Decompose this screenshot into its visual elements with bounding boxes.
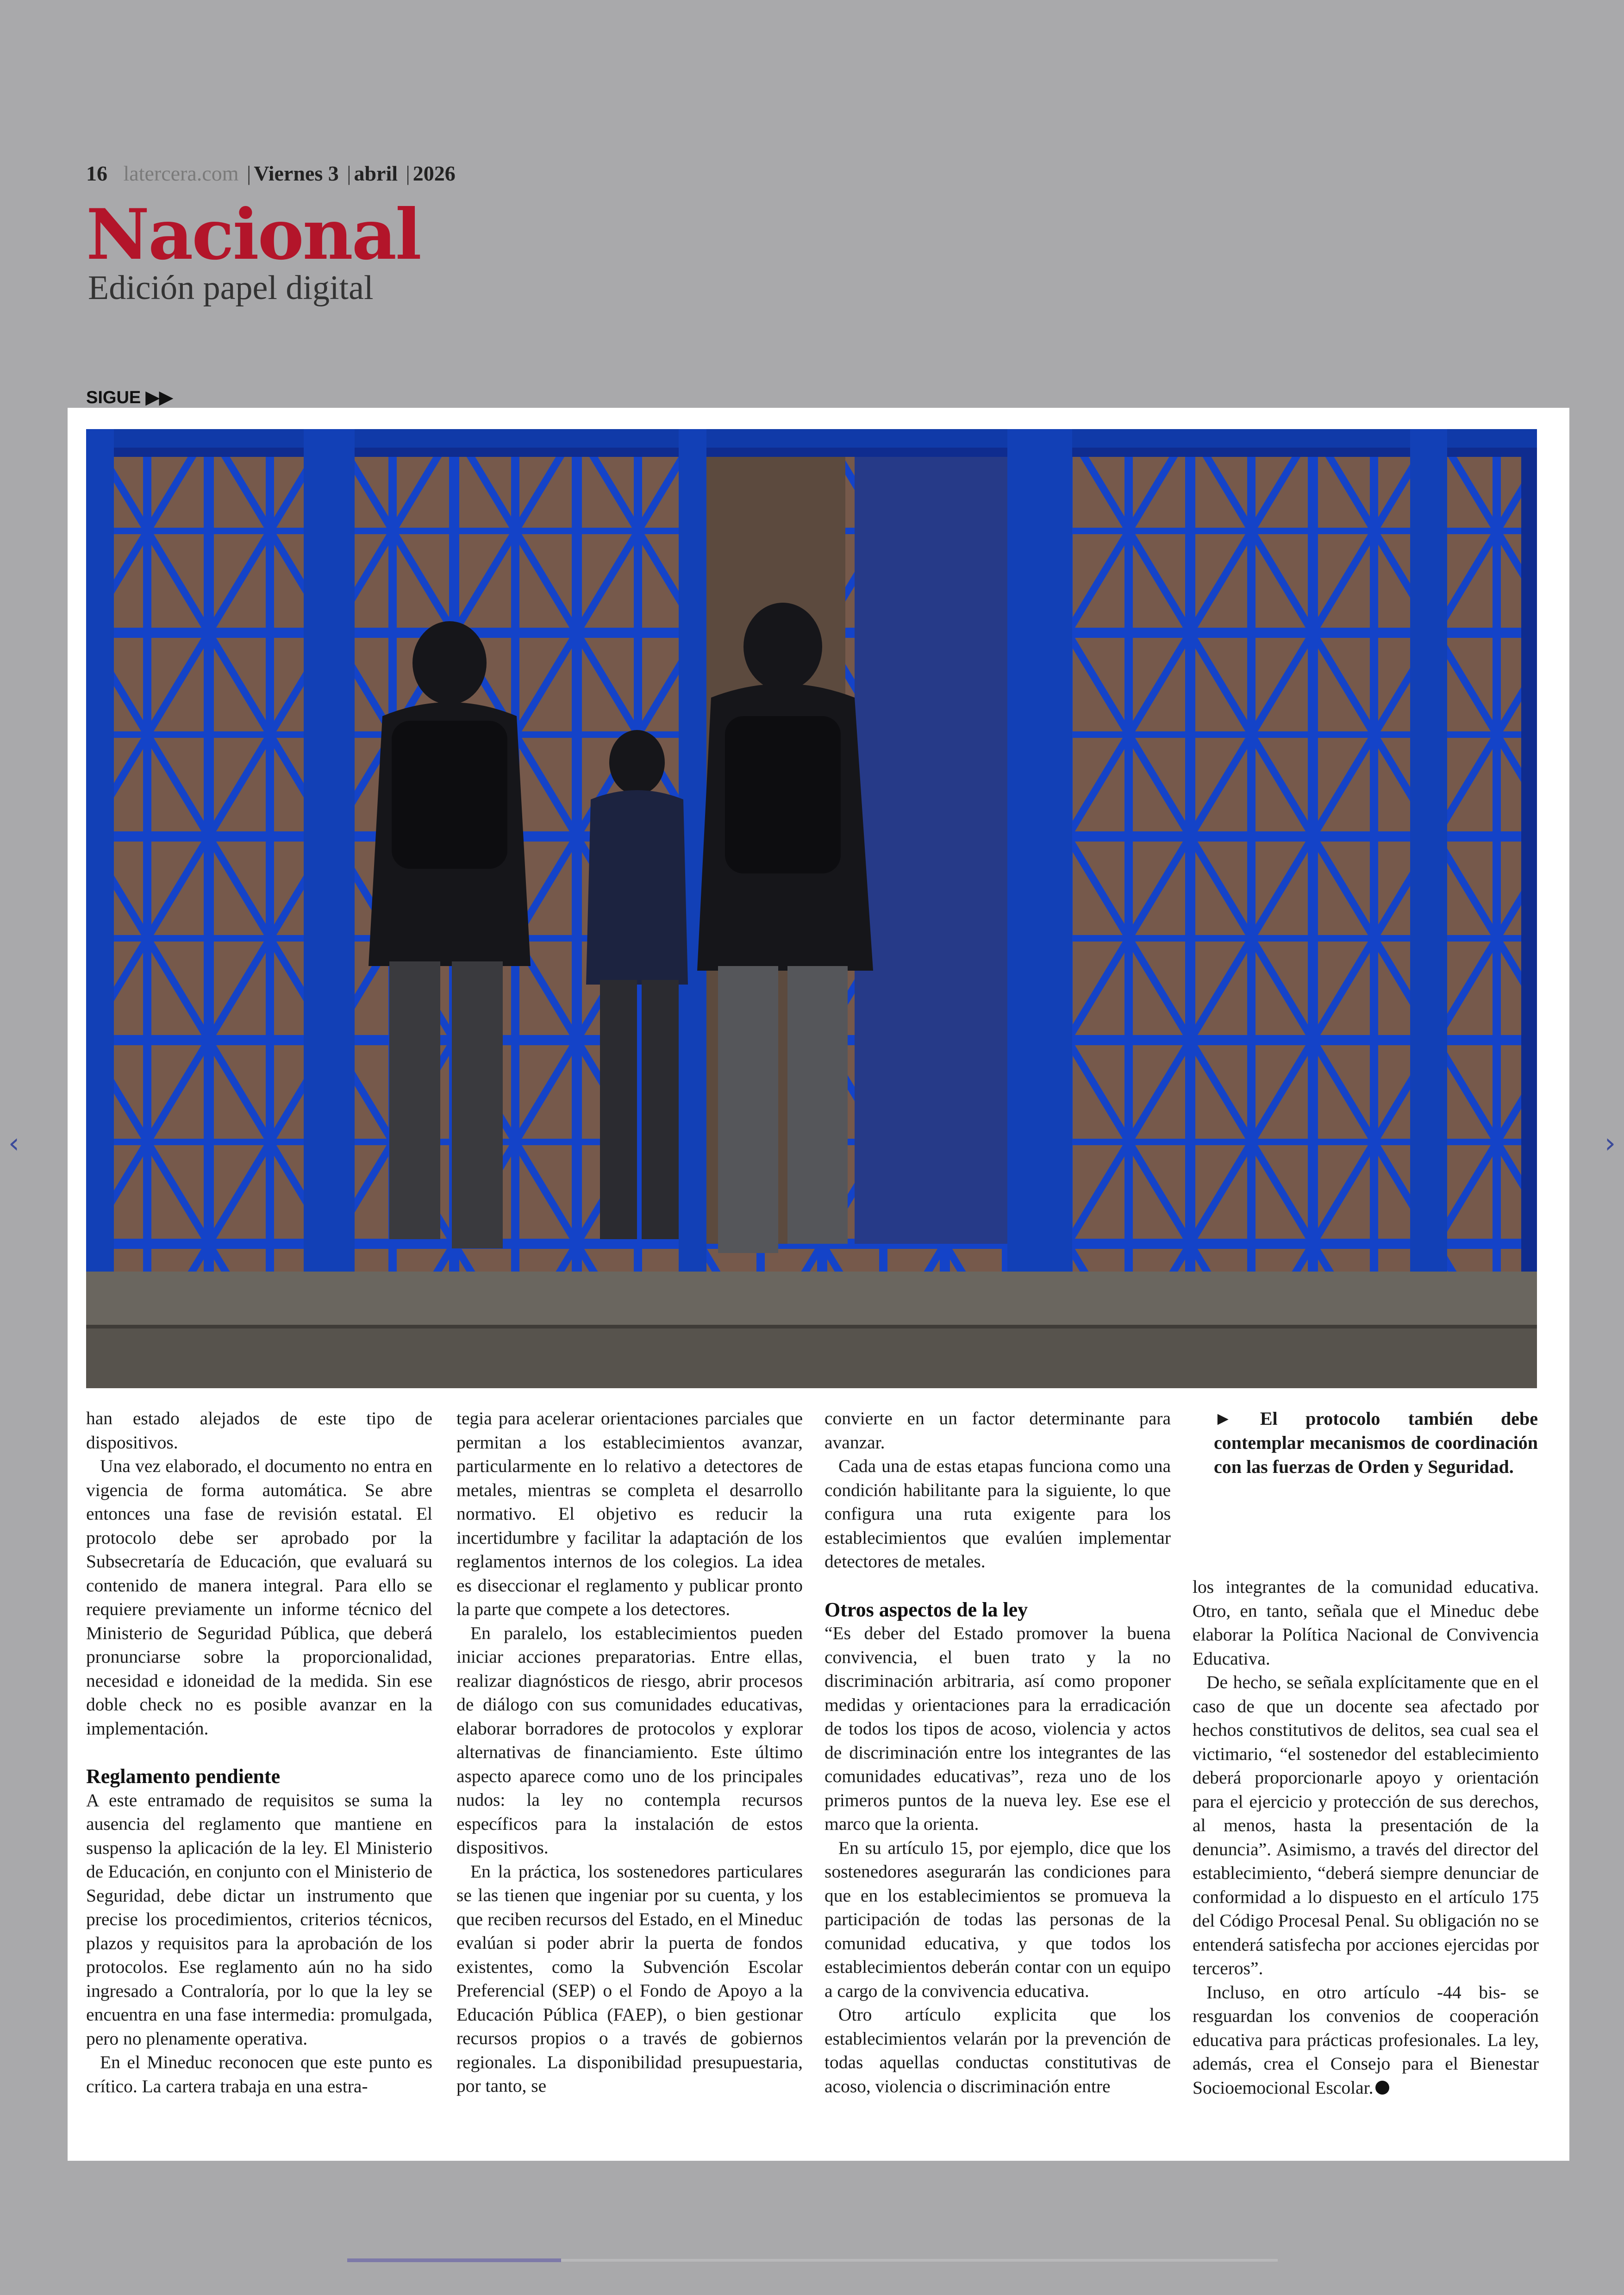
paragraph: En el Mineduc reconocen que este punto es crítico. La cartera trabaja en una estra-	[86, 2052, 432, 2096]
end-mark-icon	[1375, 2081, 1389, 2095]
paragraph: De hecho, se señala explícitamente que en el caso de que un docente sea afectado por hechos constitutivos de delitos, sea cual sea el victimario, “el sostenedor del establecimiento deberá proporcionarle apoyo y orientación para el ejercicio y protección de sus derechos, al menos, hasta la presentación de la denuncia”. Asimismo, a través del director del establecimiento, “deberá siempre denunciar de conformidad a lo dispuesto en el artículo 175 del Código Procesal Penal. Su obligación no se entenderá satisfecha por acciones ejercidas por terceros”.	[1193, 1672, 1539, 1978]
paragraph	[1193, 1981, 1539, 2100]
date-month: abril	[354, 162, 398, 185]
subheading-reglamento: Reglamento pendiente	[86, 1765, 281, 1788]
newspaper-page	[68, 408, 1569, 2161]
photo-caption: ► El protocolo también debe contemplar mecanismos de coordinación con las fuerzas de Orden y Seguridad.	[1214, 1408, 1538, 1477]
article-column-2	[456, 1407, 803, 2098]
paragraph: convierte en un factor determinante para avanzar.	[824, 1408, 1171, 1453]
paragraph: A este entramado de requisitos se suma la ausencia del reglamento que mantiene en suspenso la aplicación de la ley. El Ministerio de Educación, en conjunto con el Ministerio de Seguridad, debe dictar un instrumento que precise los procedimientos, criterios técnicos, plazos y requisitos para la aprobación de los protocolos. Ese reglamento aún no ha sido ingresado a Contraloría, por lo que la ley se encuentra en una fase intermedia: promulgada, pero no plenamente operativa.	[86, 1790, 432, 2049]
article-column-3	[824, 1407, 1171, 2098]
paragraph: Una vez elaborado, el documento no entra en vigencia de forma automática. Se abre entonces una fase de revisión estatal. El protocolo debe ser aprobado por la Subsecretaría de Educación, que evaluará su contenido de manera integral. Para ello se requiere previamente un informe técnico del Ministerio de Seguridad Pública, que deberá pronunciarse sobre la proporcionalidad, necesidad e idoneidad de la medida. Sin ese doble check no es posible avanzar en la implementación.	[86, 1456, 432, 1739]
paragraph: “Es deber del Estado promover la buena convivencia, el buen trato y la no discriminación arbitraria, así como proponer medidas y orientaciones para la erradicación de todos los tipos de acoso, violencia y actos de discriminación entre los integrantes de las comunidades educativas”, reza uno de los primeros puntos de la nueva ley. Ese ese el marco que la orienta.	[824, 1623, 1171, 1834]
article-photo	[86, 429, 1537, 1388]
date-weekday: Viernes 3	[254, 162, 339, 185]
site-name: latercera.com	[123, 162, 239, 185]
continue-label: SIGUE ▶▶	[86, 388, 173, 407]
previous-page-button[interactable]: ‹	[8, 1127, 19, 1160]
section-title: Nacional	[86, 194, 420, 275]
reading-progress-fill	[347, 2258, 561, 2262]
paragraph: han estado alejados de este tipo de dispositivos.	[86, 1408, 432, 1453]
paragraph: En paralelo, los establecimientos pueden iniciar acciones preparatorias. Entre ellas, realizar diagnósticos de riesgo, abrir procesos de diálogo con sus comunidades educativas, elaborar borradores de protocolos y explorar alternativas de financiamiento. Este último aspecto aparece como uno de los principales nudos: la ley no contempla recursos específicos para la instalación de estos dispositivos.	[456, 1622, 803, 1858]
subheading-otros-aspectos: Otros aspectos de la ley	[824, 1598, 1028, 1621]
page-header-meta: 16 latercera.com | Viernes 3 | abril | 2026	[86, 162, 456, 185]
page-number: 16	[86, 162, 107, 185]
article-column-1	[86, 1407, 432, 2098]
paragraph-text: Incluso, en otro artículo -44 bis- se resguardan los convenios de cooperación educativa para prácticas profesionales. La ley, además, crea el Consejo para el Bienestar Socioemocional Escolar.	[1193, 1982, 1539, 2098]
next-page-button[interactable]: ›	[1605, 1127, 1616, 1160]
paragraph: Cada una de estas etapas funciona como una condición habilitante para la siguiente, lo que configura una ruta exigente para los establecimientos que evalúen implementar detectores de metales.	[824, 1456, 1171, 1572]
paragraph: Otro artículo explicita que los establecimientos velarán por la prevención de todas aquellas conductas constitutivas de acoso, violencia o discriminación entre	[824, 2004, 1171, 2096]
edition-subtitle: Edición papel digital	[88, 269, 374, 307]
article-column-4	[1193, 1575, 1539, 2100]
paragraph: los integrantes de la comunidad educativa. Otro, en tanto, señala que el Mineduc debe elaborar la Política Nacional de Convivencia Educativa.	[1193, 1577, 1539, 1669]
paragraph: En su artículo 15, por ejemplo, dice que los sostenedores asegurarán las condiciones para que en los establecimientos se promueva la participación de todas las personas de la comunidad educativa, y que todos los establecimientos deberán contar con un equipo a cargo de la convivencia educativa.	[824, 1837, 1171, 2001]
paragraph: tegia para acelerar orientaciones parciales que permitan a los establecimientos avanzar, particularmente en lo relativo a detectores de metales, mientras se completa el desarrollo normativo. El objetivo es reducir la incertidumbre y facilitar la adaptación de los reglamentos internos de los colegios. La idea es diseccionar el reglamento y publicar pronto la parte que compete a los detectores.	[456, 1408, 803, 1619]
paragraph: En la práctica, los sostenedores particulares se las tienen que ingeniar por su cuenta, y los que reciben recursos del Estado, en el Mineduc evalúan si poder abrir la puerta de fondos existentes, como la Subvención Escolar Preferencial (SEP) o el Fondo de Apoyo a la Educación Pública (FAEP), o bien gestionar recursos propios o a través de gobiernos regionales. La disponibilidad presupuestaria, por tanto, se	[456, 1861, 803, 2096]
date-year: 2026	[412, 162, 456, 185]
